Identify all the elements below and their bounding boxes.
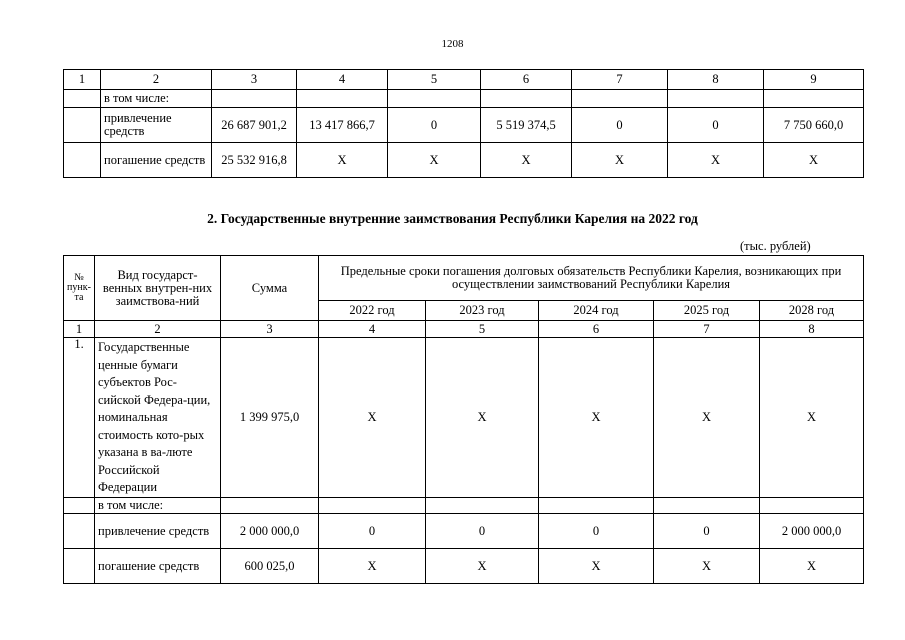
table-cell	[388, 90, 481, 108]
table-cell	[64, 143, 101, 178]
table-cell	[64, 108, 101, 143]
table-cell	[64, 549, 95, 584]
table-cell: Х	[319, 549, 426, 584]
col-num: 4	[297, 70, 388, 90]
section-title: 2. Государственные внутренние заимствования Республики Карелия на 2022 год	[207, 211, 698, 226]
table-cell: Х	[481, 143, 572, 178]
table-cell: 2 000 000,0	[760, 514, 864, 549]
table-cell: 1.	[64, 338, 95, 498]
header-num: № пунк-та	[64, 256, 95, 321]
table-cell: Х	[654, 549, 760, 584]
table-row	[64, 514, 864, 549]
table-cell	[760, 498, 864, 514]
table-cell: Х	[426, 338, 539, 498]
table-cell: 0	[654, 514, 760, 549]
col-num: 8	[668, 70, 764, 90]
table-row	[64, 143, 864, 178]
table-cell	[572, 90, 668, 108]
units-label: (тыс. рублей)	[740, 239, 811, 253]
table-cell: Х	[668, 143, 764, 178]
col-num: 9	[764, 70, 864, 90]
table-cell: привлечение средств	[101, 108, 212, 143]
table-cell: Х	[654, 338, 760, 498]
year-header: 2028 год	[760, 301, 864, 321]
table-cell: Х	[539, 338, 654, 498]
column-number-row	[64, 70, 864, 90]
table-cell	[64, 498, 95, 514]
table-cell: 0	[539, 514, 654, 549]
table-cell: 25 532 916,8	[212, 143, 297, 178]
table-cell: 0	[572, 108, 668, 143]
table-continuation	[63, 69, 864, 178]
col-num: 7	[654, 321, 760, 338]
col-num: 6	[481, 70, 572, 90]
table-cell: привлечение средств	[95, 514, 221, 549]
table-cell: Х	[539, 549, 654, 584]
col-num: 7	[572, 70, 668, 90]
table-row	[64, 498, 864, 514]
table-cell: Х	[572, 143, 668, 178]
table-row	[64, 108, 864, 143]
table-cell: 0	[668, 108, 764, 143]
col-num: 1	[64, 70, 101, 90]
table-cell	[221, 498, 319, 514]
year-header: 2024 год	[539, 301, 654, 321]
year-header: 2022 год	[319, 301, 426, 321]
table-cell	[212, 90, 297, 108]
col-num: 6	[539, 321, 654, 338]
table-cell: 1 399 975,0	[221, 338, 319, 498]
table-cell: 13 417 866,7	[297, 108, 388, 143]
col-num: 4	[319, 321, 426, 338]
table-cell: 600 025,0	[221, 549, 319, 584]
table-cell: Государственные ценные бумаги субъектов Рос-сийской Федера-ции, номинальная стоимость кото-рых указана в ва-люте Российской Федерации	[95, 338, 221, 498]
year-header: 2025 год	[654, 301, 760, 321]
table-cell: 0	[319, 514, 426, 549]
col-num: 8	[760, 321, 864, 338]
table-cell	[668, 90, 764, 108]
table-cell	[64, 514, 95, 549]
col-num: 1	[64, 321, 95, 338]
table-cell: Х	[760, 338, 864, 498]
col-num: 2	[101, 70, 212, 90]
table-cell: Х	[760, 549, 864, 584]
col-num: 3	[221, 321, 319, 338]
header-sum: Сумма	[221, 256, 319, 321]
table-cell: 7 750 660,0	[764, 108, 864, 143]
col-num: 2	[95, 321, 221, 338]
col-num: 5	[426, 321, 539, 338]
table-cell	[319, 498, 426, 514]
table-cell: 26 687 901,2	[212, 108, 297, 143]
table-row	[64, 338, 864, 498]
header-deadlines: Предельные сроки погашения долговых обязательств Республики Карелия, возникающих при осуществлении заимствований Республики Карелия	[319, 256, 864, 301]
year-header: 2023 год	[426, 301, 539, 321]
table-cell: погашение средств	[95, 549, 221, 584]
col-num: 3	[212, 70, 297, 90]
table-cell	[481, 90, 572, 108]
table-cell: в том числе:	[95, 498, 221, 514]
table-cell: 2 000 000,0	[221, 514, 319, 549]
table-cell: 0	[426, 514, 539, 549]
table-cell: Х	[297, 143, 388, 178]
table-cell	[764, 90, 864, 108]
table-cell	[297, 90, 388, 108]
table-cell: Х	[426, 549, 539, 584]
table-cell: погашение средств	[101, 143, 212, 178]
table-cell: в том числе:	[101, 90, 212, 108]
table-cell: Х	[388, 143, 481, 178]
table-cell	[426, 498, 539, 514]
table-cell	[654, 498, 760, 514]
page-number: 1208	[441, 38, 464, 50]
col-num: 5	[388, 70, 481, 90]
table-cell: 5 519 374,5	[481, 108, 572, 143]
table-cell	[64, 90, 101, 108]
borrowings-table	[63, 255, 864, 584]
table-cell: Х	[764, 143, 864, 178]
table-cell: 0	[388, 108, 481, 143]
header-row	[64, 256, 864, 301]
column-number-row	[64, 321, 864, 338]
header-type: Вид государст-венных внутрен-них заимствова-ний	[95, 256, 221, 321]
table-cell: Х	[319, 338, 426, 498]
table-row	[64, 90, 864, 108]
table-row	[64, 549, 864, 584]
table-cell	[539, 498, 654, 514]
